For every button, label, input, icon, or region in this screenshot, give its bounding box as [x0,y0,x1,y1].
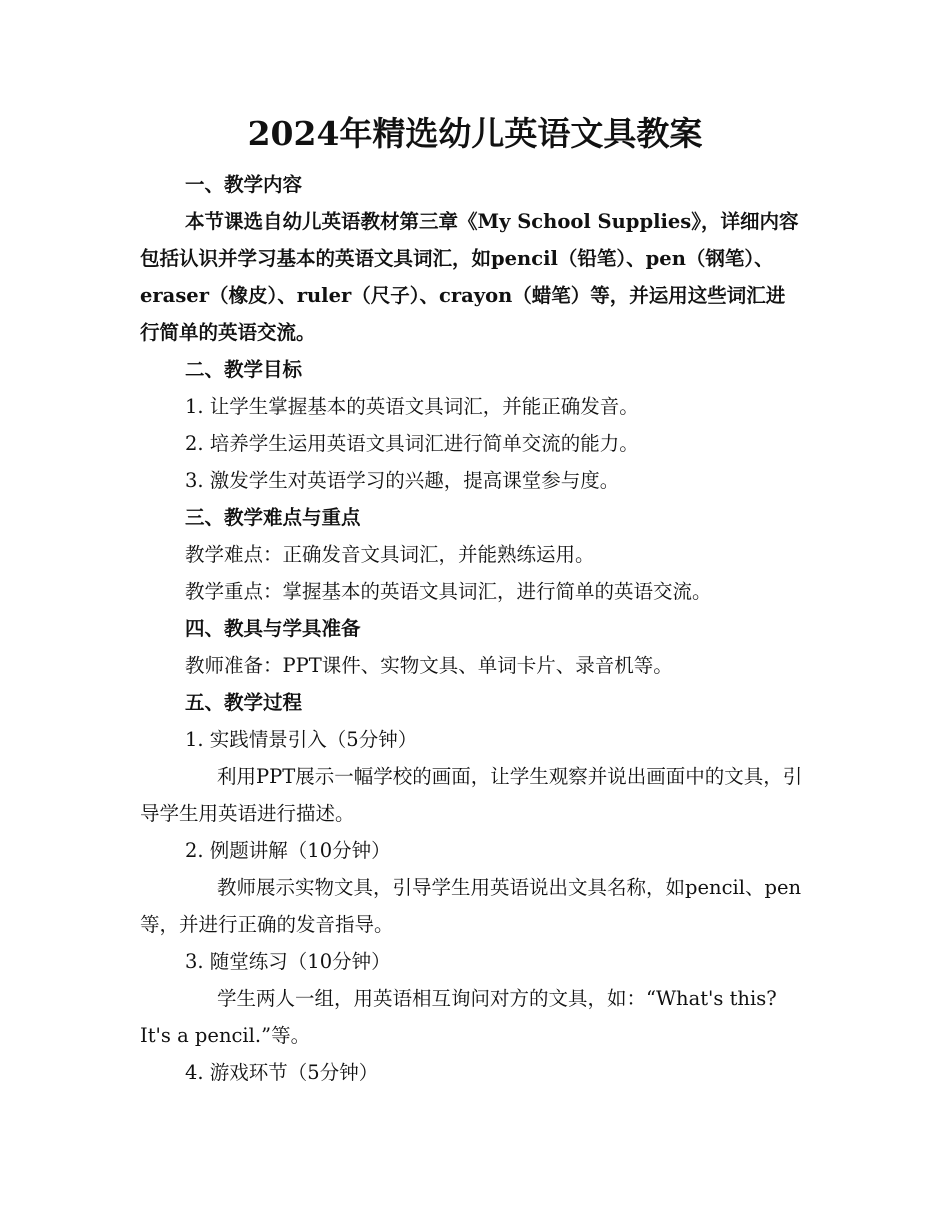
teacher-materials-text: 教师准备：PPT课件、实物文具、单词卡片、录音机等。 [185,654,673,677]
section-heading-materials: 四、教具与学具准备 [185,617,361,640]
objective-item: 2. 培养学生运用英语文具词汇进行简单交流的能力。 [185,432,639,455]
process-step-title: 2. 例题讲解（10分钟） [185,839,391,862]
difficulty-text: 教学难点：正确发音文具词汇，并能熟练运用。 [185,543,595,566]
process-step-title: 4. 游戏环节（5分钟） [185,1061,379,1084]
content-paragraph: 本节课选自幼儿英语教材第三章《My School Supplies》，详细内容包括认识并学习基本的英语文具词汇，如pencil（铅笔）、pen（钢笔）、eraser（橡皮）、ruler（尺子）、crayon（蜡笔）等，并运用这些词汇进行简单的英语交流。 [140,210,799,344]
process-step-desc: 学生两人一组，用英语相互询问对方的文具，如：“What's this? It's a pencil.”等。 [140,987,777,1047]
process-step-title: 3. 随堂练习（10分钟） [185,950,391,973]
document-body [140,166,804,1091]
process-step-desc: 教师展示实物文具，引导学生用英语说出文具名称，如pencil、pen等，并进行正确的发音指导。 [140,876,802,936]
document-title: 2024年精选幼儿英语文具教案 [247,114,703,153]
objective-item: 3. 激发学生对英语学习的兴趣，提高课堂参与度。 [185,469,620,492]
process-step-title: 1. 实践情景引入（5分钟） [185,728,418,751]
key-point-text: 教学重点：掌握基本的英语文具词汇，进行简单的英语交流。 [185,580,712,603]
section-heading-process: 五、教学过程 [185,691,303,714]
objective-item: 1. 让学生掌握基本的英语文具词汇，并能正确发音。 [185,395,639,418]
section-heading-objectives: 二、教学目标 [185,358,303,381]
process-step-desc: 利用PPT展示一幅学校的画面，让学生观察并说出画面中的文具，引导学生用英语进行描述。 [140,765,803,825]
section-heading-content: 一、教学内容 [185,173,303,196]
section-heading-difficulty: 三、教学难点与重点 [185,506,361,529]
